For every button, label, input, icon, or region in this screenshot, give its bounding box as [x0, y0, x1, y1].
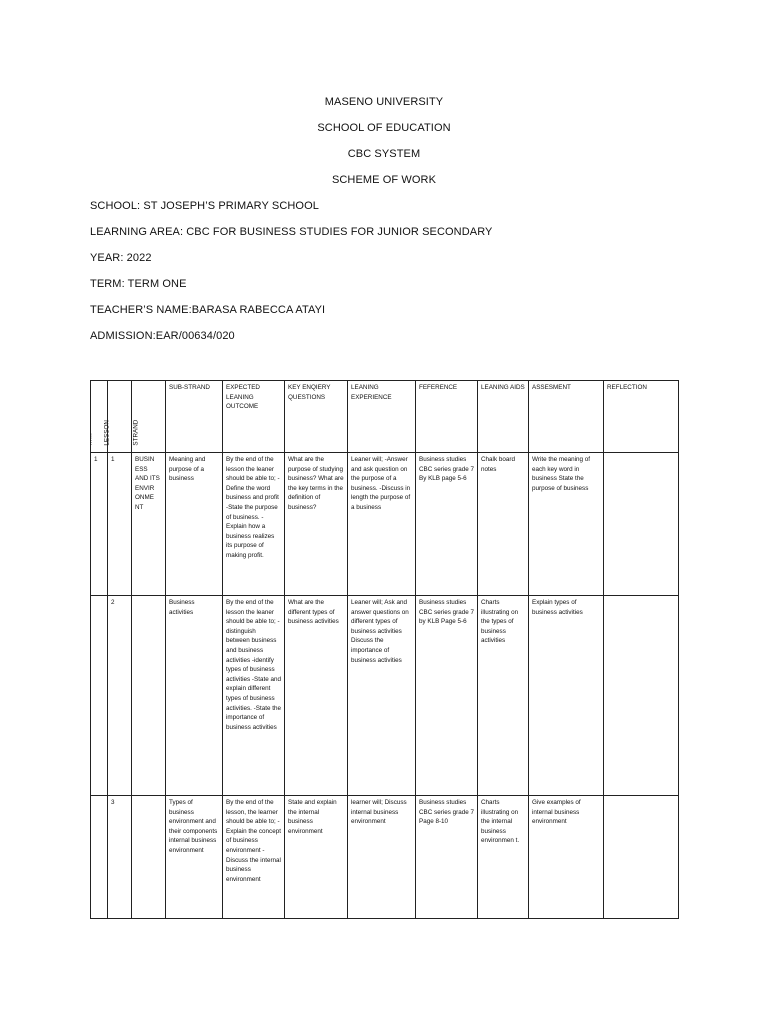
cell-week	[91, 596, 108, 796]
cell-reflection	[604, 596, 679, 796]
header-questions: KEY ENQIERY QUESTIONS	[285, 381, 348, 453]
cell-reference: Business studies CBC series grade 7 By KLB page 5-6	[416, 453, 478, 596]
table-row	[91, 596, 679, 796]
admission-line: ADMISSION:EAR/00634/020	[90, 330, 235, 342]
header-lesson: LESSON	[108, 381, 132, 453]
header-experience: LEANING EXPERIENCE	[348, 381, 416, 453]
cell-outcome: By the end of the lesson the leaner should be able to; -Define the word business and profit -State the purpose of business. -Explain how a business realizes its purpose of making profit.	[223, 453, 285, 596]
cell-assessment: Give examples of internal business environment	[529, 796, 604, 919]
cell-strand	[132, 596, 166, 796]
cell-reference: Business studies CBC series grade 7 Page 8-10	[416, 796, 478, 919]
cell-assessment: Write the meaning of each key word in business State the purpose of business	[529, 453, 604, 596]
cell-lesson: 1	[108, 453, 132, 596]
year-line: YEAR: 2022	[90, 252, 152, 264]
school-line: SCHOOL: ST JOSEPH’S PRIMARY SCHOOL	[90, 200, 319, 212]
cell-outcome: By the end of the lesson the leaner should be able to; -distinguish between business and business activities -identify types of business activities -State and explain different types of business activities. -State the importance of business activities	[223, 596, 285, 796]
cell-assessment: Explain types of business activities	[529, 596, 604, 796]
cell-experience: Leaner will; Ask and answer questions on different types of business activities Discuss the importance of business activities	[348, 596, 416, 796]
cell-reference: Business studies CBC series grade 7 by KLB Page 5-6	[416, 596, 478, 796]
system-heading: CBC SYSTEM	[347, 148, 421, 160]
cell-outcome: By the end of the lesson, the learner should be able to; -Explain the concept of business environment -Discuss the internal business environment	[223, 796, 285, 919]
cell-questions: State and explain the internal business environment	[285, 796, 348, 919]
scheme-of-work-table	[86, 380, 679, 919]
cell-reflection	[604, 453, 679, 596]
teacher-line: TEACHER’S NAME:BARASA RABECCA ATAYI	[90, 304, 326, 316]
cell-week	[91, 796, 108, 919]
cell-lesson: 2	[108, 596, 132, 796]
header-outcome: EXPECTED LEANING OUTCOME	[223, 381, 285, 453]
cell-sub-strand: Business activities	[166, 596, 223, 796]
university-heading: MASENO UNIVERSITY	[324, 96, 444, 108]
cell-strand	[132, 796, 166, 919]
school-of-education-heading: SCHOOL OF EDUCATION	[317, 122, 451, 134]
term-line: TERM: TERM ONE	[90, 278, 187, 290]
cell-aids: Chalk board notes	[478, 453, 529, 596]
header-sub-strand: SUB-STRAND	[166, 381, 223, 453]
header-aids: LEANING AIDS	[478, 381, 529, 453]
header-reference: FEFERENCE	[416, 381, 478, 453]
cell-questions: What are the different types of business activities	[285, 596, 348, 796]
cell-lesson: 3	[108, 796, 132, 919]
header-strand: STRAND	[132, 381, 166, 453]
cell-experience: learner will; Discuss internal business environment	[348, 796, 416, 919]
learning-area-line: LEARNING AREA: CBC FOR BUSINESS STUDIES FOR JUNIOR SECONDARY	[90, 226, 493, 238]
cell-strand: BUSIN ESS AND ITS ENVIR ONME NT	[132, 453, 166, 596]
cell-aids: Charts illustrating on the internal business environmen t.	[478, 796, 529, 919]
cell-week: 1	[91, 453, 108, 596]
cell-experience: Leaner will; -Answer and ask question on the purpose of a business. -Discuss in length the purpose of a business	[348, 453, 416, 596]
document-title: SCHEME OF WORK	[331, 174, 437, 186]
table-row	[91, 796, 679, 919]
header-reflection: REFLECTION	[604, 381, 679, 453]
header-row	[91, 381, 679, 453]
cell-questions: What are the purpose of studying business? What are the key terms in the definition of business?	[285, 453, 348, 596]
cell-sub-strand: Meaning and purpose of a business	[166, 453, 223, 596]
cell-reflection	[604, 796, 679, 919]
cell-aids: Charts illustrating on the types of business activities	[478, 596, 529, 796]
cell-sub-strand: Types of business environment and their components internal business environment	[166, 796, 223, 919]
table-row	[91, 453, 679, 596]
header-assessment: ASSESMENT	[529, 381, 604, 453]
header-week: ……	[91, 381, 108, 453]
